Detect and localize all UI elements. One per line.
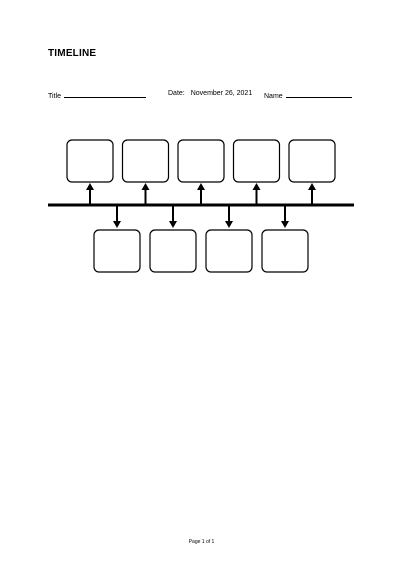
top-event-box (67, 140, 113, 182)
timeline-top-events (67, 140, 335, 204)
bottom-event-box (94, 230, 140, 272)
timeline-bottom-events (94, 206, 308, 272)
name-label: Name (264, 93, 283, 100)
bottom-event-arrow-head (281, 221, 289, 228)
top-event-arrow-head (142, 183, 150, 190)
bottom-event-box (206, 230, 252, 272)
date-label: Date: (168, 90, 185, 97)
top-event-box (289, 140, 335, 182)
top-event-arrow-head (86, 183, 94, 190)
top-event-box (123, 140, 169, 182)
date-value: November 26, 2021 (190, 90, 253, 97)
page-footer: Page 1 of 1 (188, 539, 215, 545)
bottom-event-arrow-head (113, 221, 121, 228)
bottom-event-arrow-head (225, 221, 233, 228)
bottom-event-arrow-head (169, 221, 177, 228)
top-event-box (178, 140, 224, 182)
title-label: Title (48, 93, 61, 100)
bottom-event-box (262, 230, 308, 272)
bottom-event-box (150, 230, 196, 272)
document-heading: TIMELINE (48, 48, 97, 59)
top-event-arrow-head (308, 183, 316, 190)
top-event-box (234, 140, 280, 182)
top-event-arrow-head (253, 183, 261, 190)
top-event-arrow-head (197, 183, 205, 190)
